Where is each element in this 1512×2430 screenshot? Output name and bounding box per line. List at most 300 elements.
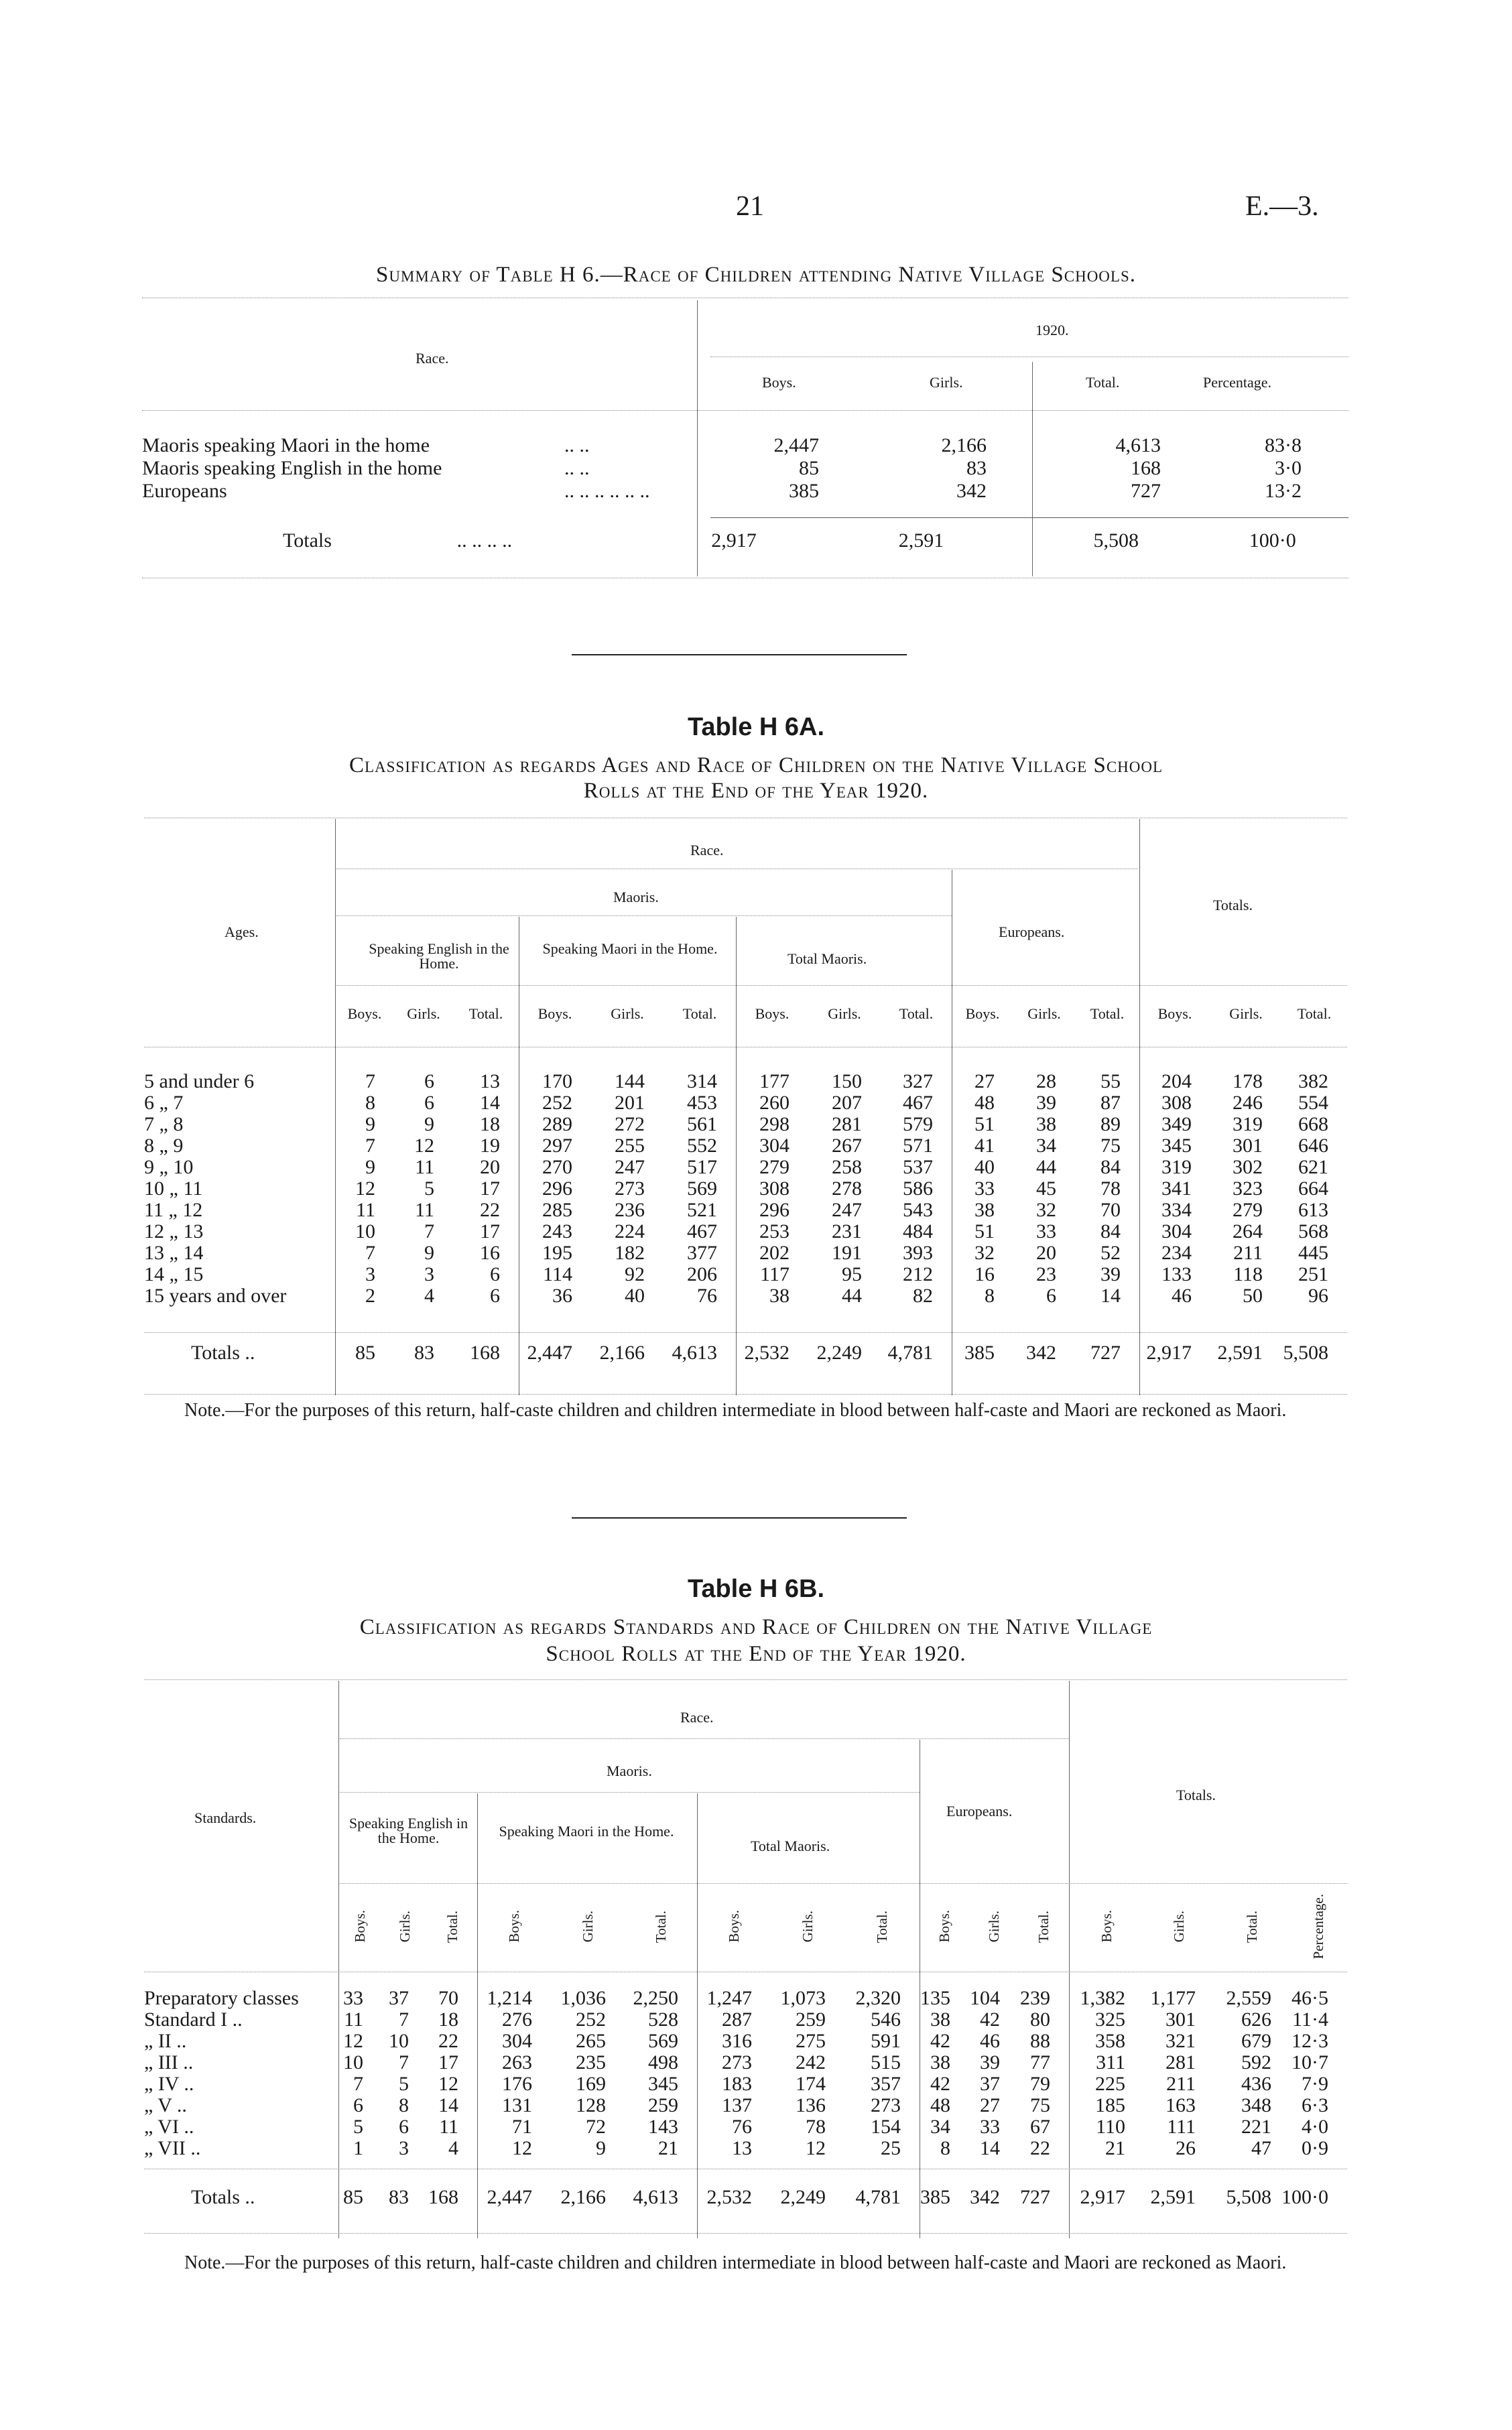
cell-percentage: 83·8 bbox=[1265, 434, 1302, 456]
table-row bbox=[144, 1092, 1338, 1114]
row-label: 11 „ 12 bbox=[144, 1199, 203, 1221]
table-cell: 6·3 bbox=[1302, 2094, 1328, 2116]
table-cell: 225 bbox=[1095, 2073, 1125, 2095]
table-cell: 42 bbox=[980, 2008, 1000, 2031]
table-row bbox=[142, 434, 1348, 457]
table-cell: 10 bbox=[343, 2051, 363, 2073]
table-cell: 183 bbox=[722, 2073, 752, 2095]
table-cell: 143 bbox=[648, 2116, 678, 2138]
table-cell: 537 bbox=[903, 1156, 933, 1178]
table-cell: 554 bbox=[1298, 1092, 1328, 1114]
table-cell: 34 bbox=[1036, 1135, 1056, 1157]
table-cell: 4,781 bbox=[887, 1342, 933, 1364]
table-cell: 78 bbox=[1100, 1177, 1121, 1200]
table-cell: 275 bbox=[796, 2030, 826, 2052]
table-cell: 467 bbox=[687, 1220, 717, 1242]
sub-boys: Boys. bbox=[538, 1005, 572, 1022]
h6b-subtitle-line2: School Rolls at the End of the Year 1920. bbox=[546, 1642, 966, 1666]
table-cell: 20 bbox=[1036, 1242, 1056, 1264]
table-cell: 17 bbox=[480, 1177, 500, 1200]
table-cell: 144 bbox=[615, 1070, 645, 1092]
table-cell: 281 bbox=[1166, 2051, 1196, 2073]
totals-label: Totals bbox=[283, 529, 332, 552]
table-cell: 82 bbox=[913, 1285, 933, 1307]
cell-total: 727 bbox=[1131, 480, 1161, 502]
table-cell: 7 bbox=[353, 2073, 363, 2095]
table-cell: 4 bbox=[448, 2137, 458, 2159]
table-cell: 301 bbox=[1233, 1135, 1263, 1157]
table-cell: 267 bbox=[832, 1135, 862, 1157]
table-cell: 70 bbox=[438, 1987, 458, 2009]
table-cell: 135 bbox=[920, 1987, 950, 2009]
table-cell: 85 bbox=[355, 1342, 375, 1364]
table-cell: 72 bbox=[586, 2116, 606, 2138]
h6b-body bbox=[144, 1988, 1338, 2159]
table-cell: 517 bbox=[687, 1156, 717, 1178]
table-cell: 5,508 bbox=[1226, 2186, 1271, 2208]
table-row bbox=[144, 1157, 1338, 1178]
table-cell: 296 bbox=[759, 1199, 790, 1221]
cell-total: 168 bbox=[1131, 457, 1161, 479]
h6b-group-maori: Speaking Maori in the Home. bbox=[499, 1823, 674, 1840]
total-total: 5,508 bbox=[1093, 529, 1139, 552]
sub-boys: Boys. bbox=[936, 1910, 952, 1943]
table-cell: 75 bbox=[1100, 1135, 1121, 1157]
table-cell: 9 bbox=[424, 1242, 434, 1264]
table-cell: 212 bbox=[903, 1263, 933, 1285]
table-cell: 10 bbox=[389, 2030, 409, 2052]
table-cell: 7 bbox=[399, 2051, 409, 2073]
table-row bbox=[144, 2009, 1338, 2031]
table-cell: 195 bbox=[542, 1242, 572, 1264]
table-cell: 9 bbox=[424, 1113, 434, 1135]
table-cell: 242 bbox=[796, 2051, 826, 2073]
table-cell: 571 bbox=[903, 1135, 933, 1157]
table-cell: 6 bbox=[490, 1263, 500, 1285]
table-cell: 168 bbox=[428, 2186, 458, 2208]
table-row bbox=[144, 1135, 1338, 1157]
table-cell: 1,073 bbox=[780, 1987, 826, 2009]
table-cell: 484 bbox=[903, 1220, 933, 1242]
table-cell: 1,382 bbox=[1080, 1987, 1125, 2009]
table-cell: 334 bbox=[1161, 1199, 1192, 1221]
table-cell: 9 bbox=[365, 1113, 375, 1135]
table-cell: 304 bbox=[759, 1135, 790, 1157]
table-cell: 40 bbox=[625, 1285, 645, 1307]
table-cell: 207 bbox=[832, 1092, 862, 1114]
table-cell: 273 bbox=[722, 2051, 752, 2073]
table-cell: 626 bbox=[1241, 2008, 1271, 2031]
h6a-race-header: Race. bbox=[690, 842, 724, 858]
table-cell: 2,447 bbox=[527, 1342, 572, 1364]
table-cell: 2,447 bbox=[487, 2186, 532, 2208]
table-row bbox=[142, 480, 1348, 503]
table-cell: 20 bbox=[480, 1156, 500, 1178]
table-cell: 258 bbox=[832, 1156, 862, 1178]
table-row bbox=[144, 1178, 1338, 1200]
row-label: 10 „ 11 bbox=[144, 1177, 203, 1200]
table-cell: 278 bbox=[832, 1177, 862, 1200]
table-cell: 11 bbox=[415, 1199, 434, 1221]
table-cell: 38 bbox=[974, 1199, 995, 1221]
table-cell: 260 bbox=[759, 1092, 790, 1114]
sub-total: Total. bbox=[468, 1005, 503, 1022]
table-cell: 12 bbox=[512, 2137, 532, 2159]
table-cell: 270 bbox=[542, 1156, 572, 1178]
table-cell: 33 bbox=[343, 1987, 363, 2009]
table-cell: 613 bbox=[1298, 1199, 1328, 1221]
row-label: Preparatory classes bbox=[144, 1987, 299, 2009]
table-cell: 253 bbox=[759, 1220, 790, 1242]
table-cell: 37 bbox=[389, 1987, 409, 2009]
sub-boys: Boys. bbox=[725, 1910, 742, 1943]
table-cell: 14 bbox=[980, 2137, 1000, 2159]
h6a-maoris-header: Maoris. bbox=[613, 889, 659, 905]
table-cell: 445 bbox=[1298, 1242, 1328, 1264]
h6b-group-total-maoris: Total Maoris. bbox=[751, 1838, 830, 1854]
table-cell: 543 bbox=[903, 1199, 933, 1221]
row-label: 7 „ 8 bbox=[144, 1113, 184, 1135]
table-row bbox=[144, 1264, 1338, 1285]
table-cell: 569 bbox=[648, 2030, 678, 2052]
table-cell: 9 bbox=[365, 1156, 375, 1178]
row-dots: .. .. bbox=[564, 457, 590, 479]
table-cell: 96 bbox=[1308, 1285, 1328, 1307]
table-cell: 319 bbox=[1233, 1113, 1263, 1135]
table-cell: 568 bbox=[1298, 1220, 1328, 1242]
table-cell: 521 bbox=[687, 1199, 717, 1221]
table-cell: 247 bbox=[615, 1156, 645, 1178]
table-cell: 84 bbox=[1100, 1220, 1121, 1242]
table-cell: 285 bbox=[542, 1199, 572, 1221]
table-cell: 668 bbox=[1298, 1113, 1328, 1135]
row-label: Maoris speaking English in the home bbox=[142, 457, 442, 479]
table-cell: 38 bbox=[930, 2051, 950, 2073]
table-cell: 150 bbox=[832, 1070, 862, 1092]
table-cell: 8 bbox=[399, 2094, 409, 2116]
sub-total: Total. bbox=[1090, 1005, 1125, 1022]
table-cell: 276 bbox=[502, 2008, 532, 2031]
sub-girls: Girls. bbox=[985, 1911, 1002, 1943]
table-cell: 7·9 bbox=[1302, 2073, 1328, 2095]
table-cell: 45 bbox=[1036, 1177, 1056, 1200]
table-cell: 224 bbox=[615, 1220, 645, 1242]
table-cell: 51 bbox=[974, 1220, 995, 1242]
h6b-note: Note.—For the purposes of this return, half-caste children and children intermediate in blood between half-caste and Maori are reckoned as Maori. bbox=[184, 2252, 1287, 2273]
table-cell: 5,508 bbox=[1283, 1342, 1328, 1364]
table-cell: 47 bbox=[1251, 2137, 1271, 2159]
table-cell: 281 bbox=[832, 1113, 862, 1135]
table-cell: 1,247 bbox=[706, 1987, 752, 2009]
table-cell: 586 bbox=[903, 1177, 933, 1200]
table-cell: 357 bbox=[871, 2073, 901, 2095]
row-label: „ V .. bbox=[144, 2094, 187, 2116]
table-cell: 646 bbox=[1298, 1135, 1328, 1157]
table-cell: 6 bbox=[399, 2116, 409, 2138]
sub-total: Total. bbox=[899, 1005, 934, 1022]
summary-col-percentage: Percentage. bbox=[1203, 374, 1271, 391]
table-cell: 1 bbox=[353, 2137, 363, 2159]
table-cell: 304 bbox=[502, 2030, 532, 2052]
table-cell: 2,591 bbox=[1217, 1342, 1263, 1364]
table-cell: 71 bbox=[512, 2116, 532, 2138]
summary-race-header: Race. bbox=[416, 350, 449, 367]
table-cell: 52 bbox=[1100, 1242, 1121, 1264]
table-cell: 48 bbox=[930, 2094, 950, 2116]
table-cell: 6 bbox=[1046, 1285, 1056, 1307]
table-cell: 100·0 bbox=[1281, 2186, 1328, 2208]
h6b-standards-header: Standards. bbox=[194, 1809, 257, 1826]
table-cell: 14 bbox=[438, 2094, 458, 2116]
table-cell: 296 bbox=[542, 1177, 572, 1200]
table-cell: 2,532 bbox=[744, 1342, 790, 1364]
table-cell: 211 bbox=[1233, 1242, 1263, 1264]
table-cell: 23 bbox=[1036, 1263, 1056, 1285]
table-cell: 83 bbox=[389, 2186, 409, 2208]
row-label: „ IV .. bbox=[144, 2073, 194, 2095]
table-cell: 19 bbox=[480, 1135, 500, 1157]
table-cell: 10 bbox=[355, 1220, 375, 1242]
table-cell: 569 bbox=[687, 1177, 717, 1200]
h6a-group-maori: Speaking Maori in the Home. bbox=[542, 940, 718, 957]
table-cell: 89 bbox=[1100, 1113, 1121, 1135]
table-cell: 22 bbox=[480, 1199, 500, 1221]
table-cell: 2,166 bbox=[560, 2186, 606, 2208]
h6b-maoris-header: Maoris. bbox=[607, 1763, 652, 1779]
summary-col-boys: Boys. bbox=[762, 374, 796, 391]
table-cell: 191 bbox=[832, 1242, 862, 1264]
h6b-race-header: Race. bbox=[680, 1709, 714, 1726]
table-cell: 110 bbox=[1096, 2116, 1125, 2138]
table-cell: 1,036 bbox=[560, 1987, 606, 2009]
table-cell: 453 bbox=[687, 1092, 717, 1114]
table-cell: 2 bbox=[365, 1285, 375, 1307]
table-cell: 236 bbox=[615, 1199, 645, 1221]
table-cell: 21 bbox=[658, 2137, 678, 2159]
row-label: 5 and under 6 bbox=[144, 1070, 255, 1092]
table-cell: 263 bbox=[502, 2051, 532, 2073]
h6a-totals-header: Totals. bbox=[1213, 897, 1253, 913]
table-cell: 2,250 bbox=[633, 1987, 678, 2009]
table-cell: 358 bbox=[1095, 2030, 1125, 2052]
table-cell: 621 bbox=[1298, 1156, 1328, 1178]
table-cell: 297 bbox=[542, 1135, 572, 1157]
table-cell: 17 bbox=[480, 1220, 500, 1242]
table-cell: 436 bbox=[1241, 2073, 1271, 2095]
row-label: Maoris speaking Maori in the home bbox=[142, 434, 430, 456]
table-cell: 679 bbox=[1241, 2030, 1271, 2052]
table-cell: 498 bbox=[648, 2051, 678, 2073]
table-cell: 118 bbox=[1233, 1263, 1263, 1285]
table-cell: 272 bbox=[615, 1113, 645, 1135]
table-cell: 33 bbox=[980, 2116, 1000, 2138]
table-cell: 235 bbox=[576, 2051, 606, 2073]
row-label: 13 „ 14 bbox=[144, 1242, 204, 1264]
table-cell: 2,249 bbox=[780, 2186, 826, 2208]
table-cell: 345 bbox=[648, 2073, 678, 2095]
table-cell: 5 bbox=[353, 2116, 363, 2138]
table-cell: 1,214 bbox=[487, 1987, 532, 2009]
table-cell: 264 bbox=[1233, 1220, 1263, 1242]
cell-girls: 342 bbox=[956, 480, 987, 502]
h6a-totals bbox=[144, 1342, 1338, 1364]
row-label: 15 years and over bbox=[144, 1285, 287, 1307]
sub-boys: Boys. bbox=[1098, 1910, 1115, 1943]
table-cell: 36 bbox=[552, 1285, 572, 1307]
table-cell: 11 bbox=[356, 1199, 375, 1221]
table-cell: 279 bbox=[759, 1156, 790, 1178]
table-cell: 76 bbox=[732, 2116, 752, 2138]
page-number: 21 bbox=[736, 191, 764, 222]
h6a-europeans-header: Europeans. bbox=[999, 923, 1065, 940]
table-cell: 46 bbox=[980, 2030, 1000, 2052]
totals-dots: .. .. .. .. bbox=[456, 529, 513, 552]
table-cell: 2,591 bbox=[1150, 2186, 1196, 2208]
table-cell: 39 bbox=[980, 2051, 1000, 2073]
h6b-subtitle-line1: Classification as regards Standards and Race of Children on the Native Village bbox=[359, 1615, 1153, 1639]
table-cell: 1,177 bbox=[1150, 1987, 1196, 2009]
table-cell: 273 bbox=[871, 2094, 901, 2116]
table-cell: 528 bbox=[648, 2008, 678, 2031]
table-row bbox=[144, 2138, 1338, 2159]
table-cell: 377 bbox=[687, 1242, 717, 1264]
sub-boys: Boys. bbox=[347, 1005, 382, 1022]
sub-boys: Boys. bbox=[352, 1910, 368, 1943]
row-label: 8 „ 9 bbox=[144, 1135, 184, 1157]
table-cell: 51 bbox=[974, 1113, 995, 1135]
table-cell: 561 bbox=[687, 1113, 717, 1135]
table-cell: 11·4 bbox=[1292, 2008, 1328, 2031]
table-cell: 308 bbox=[1161, 1092, 1192, 1114]
table-cell: 42 bbox=[930, 2073, 950, 2095]
row-label: 9 „ 10 bbox=[144, 1156, 194, 1178]
sub-girls: Girls. bbox=[611, 1005, 644, 1022]
table-cell: 16 bbox=[974, 1263, 995, 1285]
table-cell: 163 bbox=[1166, 2094, 1196, 2116]
table-cell: 176 bbox=[502, 2073, 532, 2095]
table-cell: 202 bbox=[759, 1242, 790, 1264]
summary-year-header: 1920. bbox=[1035, 322, 1069, 338]
table-cell: 154 bbox=[871, 2116, 901, 2138]
table-cell: 265 bbox=[576, 2030, 606, 2052]
table-cell: 591 bbox=[871, 2030, 901, 2052]
table-row bbox=[144, 2116, 1338, 2138]
summary-col-girls: Girls. bbox=[930, 374, 963, 391]
table-cell: 2,917 bbox=[1146, 1342, 1192, 1364]
h6b-europeans-header: Europeans. bbox=[946, 1803, 1013, 1819]
table-cell: 234 bbox=[1161, 1242, 1192, 1264]
sub-girls: Girls. bbox=[579, 1911, 596, 1943]
cell-girls: 2,166 bbox=[941, 434, 987, 456]
table-cell: 11 bbox=[439, 2116, 458, 2138]
table-cell: 6 bbox=[490, 1285, 500, 1307]
table-cell: 12 bbox=[438, 2073, 458, 2095]
table-cell: 111 bbox=[1167, 2116, 1196, 2138]
table-cell: 239 bbox=[1020, 1987, 1050, 2009]
row-label: Europeans bbox=[142, 480, 227, 502]
table-cell: 287 bbox=[722, 2008, 752, 2031]
table-cell: 251 bbox=[1298, 1263, 1328, 1285]
table-cell: 2,532 bbox=[706, 2186, 752, 2208]
table-cell: 273 bbox=[615, 1177, 645, 1200]
summary-col-total: Total. bbox=[1086, 374, 1120, 391]
table-cell: 204 bbox=[1161, 1070, 1192, 1092]
table-cell: 14 bbox=[1100, 1285, 1121, 1307]
h6a-note: Note.—For the purposes of this return, half-caste children and children intermediate in blood between half-caste and Maori are reckoned as Maori. bbox=[184, 1400, 1287, 1421]
table-cell: 6 bbox=[424, 1092, 434, 1114]
table-cell: 546 bbox=[871, 2008, 901, 2031]
cell-girls: 83 bbox=[966, 457, 987, 479]
table-row bbox=[142, 457, 1348, 480]
table-cell: 211 bbox=[1166, 2073, 1196, 2095]
table-row bbox=[144, 2031, 1338, 2052]
table-cell: 38 bbox=[930, 2008, 950, 2031]
table-cell: 128 bbox=[576, 2094, 606, 2116]
table-cell: 348 bbox=[1241, 2094, 1271, 2116]
table-cell: 552 bbox=[687, 1135, 717, 1157]
table-cell: 341 bbox=[1161, 1177, 1192, 1200]
table-cell: 33 bbox=[1036, 1220, 1056, 1242]
summary-title: Summary of Table H 6.—Race of Children attending Native Village Schools. bbox=[375, 263, 1137, 287]
table-cell: 8 bbox=[940, 2137, 950, 2159]
totals-row bbox=[144, 1342, 1338, 1364]
table-cell: 75 bbox=[1030, 2094, 1050, 2116]
h6b-totals bbox=[144, 2186, 1338, 2209]
table-cell: 83 bbox=[414, 1342, 434, 1364]
table-row bbox=[144, 1071, 1338, 1092]
table-cell: 104 bbox=[970, 1987, 1000, 2009]
table-cell: 2,166 bbox=[599, 1342, 645, 1364]
row-label: 6 „ 7 bbox=[144, 1092, 184, 1114]
section-divider bbox=[572, 654, 907, 655]
table-cell: 4 bbox=[424, 1285, 434, 1307]
table-cell: 7 bbox=[365, 1135, 375, 1157]
table-cell: 325 bbox=[1095, 2008, 1125, 2031]
h6b-group-english: Speaking English in the Home. bbox=[349, 1815, 468, 1846]
table-cell: 48 bbox=[974, 1092, 995, 1114]
table-cell: 37 bbox=[980, 2073, 1000, 2095]
table-cell: 79 bbox=[1030, 2073, 1050, 2095]
table-cell: 7 bbox=[365, 1070, 375, 1092]
sub-girls: Girls. bbox=[1027, 1005, 1061, 1022]
table-cell: 136 bbox=[796, 2094, 826, 2116]
table-cell: 7 bbox=[365, 1242, 375, 1264]
table-cell: 34 bbox=[930, 2116, 950, 2138]
sub-boys: Boys. bbox=[755, 1005, 790, 1022]
table-cell: 70 bbox=[1100, 1199, 1121, 1221]
table-cell: 87 bbox=[1100, 1092, 1121, 1114]
table-cell: 342 bbox=[970, 2186, 1000, 2208]
table-cell: 304 bbox=[1161, 1220, 1192, 1242]
table-cell: 2,917 bbox=[1080, 2186, 1125, 2208]
sub-total: Total. bbox=[652, 1910, 669, 1943]
h6b-totals-header: Totals. bbox=[1176, 1787, 1216, 1803]
table-cell: 259 bbox=[796, 2008, 826, 2031]
table-cell: 7 bbox=[399, 2008, 409, 2031]
table-cell: 316 bbox=[722, 2030, 752, 2052]
table-cell: 515 bbox=[871, 2051, 901, 2073]
sub-total: Total. bbox=[1297, 1005, 1332, 1022]
table-cell: 85 bbox=[343, 2186, 363, 2208]
table-cell: 385 bbox=[964, 1342, 995, 1364]
row-label: Totals .. bbox=[191, 2186, 255, 2208]
table-cell: 76 bbox=[697, 1285, 717, 1307]
row-label: Totals .. bbox=[191, 1342, 255, 1364]
sub-percentage: Percentage. bbox=[1310, 1894, 1326, 1960]
table-cell: 252 bbox=[576, 2008, 606, 2031]
table-cell: 0·9 bbox=[1302, 2137, 1328, 2159]
table-cell: 26 bbox=[1176, 2137, 1196, 2159]
